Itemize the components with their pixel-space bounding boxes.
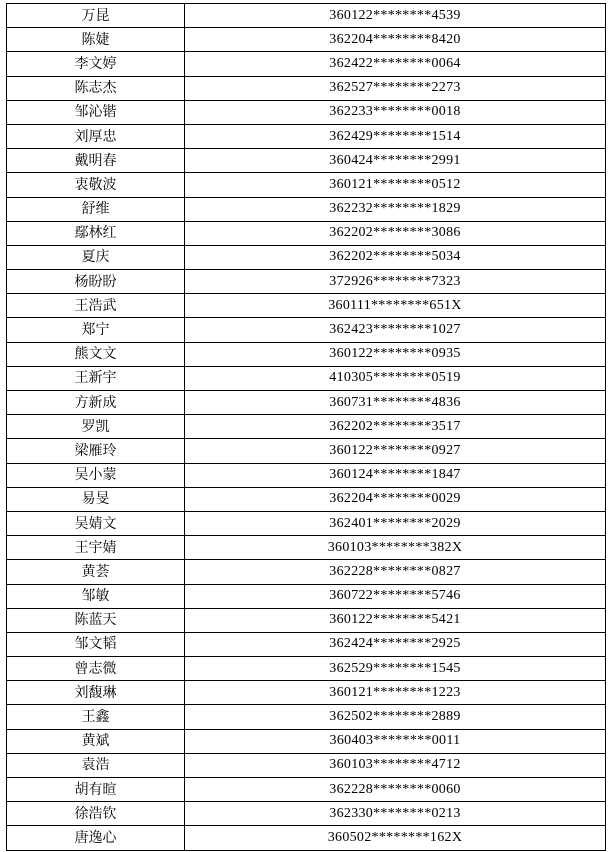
masked-id-number-cell: 372926********7323 — [185, 270, 606, 294]
person-name-cell: 邹文韬 — [7, 632, 185, 656]
masked-id-number-cell: 360121********1223 — [185, 681, 606, 705]
masked-id-number-cell: 360502********162X — [185, 826, 606, 850]
masked-id-number-cell: 362204********0029 — [185, 487, 606, 511]
person-name-cell: 曾志微 — [7, 657, 185, 681]
person-name-cell: 吴小蒙 — [7, 463, 185, 487]
table-row — [7, 415, 606, 439]
table-row — [7, 536, 606, 560]
masked-id-number-cell: 362424********2925 — [185, 632, 606, 656]
masked-id-number-cell: 362429********1514 — [185, 124, 606, 148]
person-name-cell: 袁浩 — [7, 753, 185, 777]
table-row — [7, 4, 606, 28]
masked-id-number-cell: 362527********2273 — [185, 76, 606, 100]
masked-id-number-cell: 362422********0064 — [185, 52, 606, 76]
person-name-cell: 吴婧文 — [7, 511, 185, 535]
table-row — [7, 681, 606, 705]
person-name-cell: 王鑫 — [7, 705, 185, 729]
person-name-cell: 衷敬波 — [7, 173, 185, 197]
table-row — [7, 52, 606, 76]
masked-id-number-cell: 362228********0060 — [185, 778, 606, 802]
person-name-cell: 鄢林红 — [7, 221, 185, 245]
table-row — [7, 657, 606, 681]
masked-id-number-cell: 362202********3086 — [185, 221, 606, 245]
masked-id-number-cell: 360122********4539 — [185, 4, 606, 28]
masked-id-number-cell: 360103********382X — [185, 536, 606, 560]
person-name-cell: 郑宁 — [7, 318, 185, 342]
table-row — [7, 270, 606, 294]
masked-id-number-cell: 360122********0927 — [185, 439, 606, 463]
table-row — [7, 124, 606, 148]
masked-id-number-cell: 362233********0018 — [185, 100, 606, 124]
table-row — [7, 221, 606, 245]
roster-table — [6, 3, 606, 851]
person-name-cell: 梁雁玲 — [7, 439, 185, 463]
table-row — [7, 197, 606, 221]
person-name-cell: 方新成 — [7, 391, 185, 415]
masked-id-number-cell: 360122********5421 — [185, 608, 606, 632]
table-row — [7, 753, 606, 777]
masked-id-number-cell: 410305********0519 — [185, 366, 606, 390]
table-row — [7, 487, 606, 511]
masked-id-number-cell: 360424********2991 — [185, 149, 606, 173]
masked-id-number-cell: 362232********1829 — [185, 197, 606, 221]
masked-id-number-cell: 362502********2889 — [185, 705, 606, 729]
table-row — [7, 439, 606, 463]
person-name-cell: 胡有暄 — [7, 778, 185, 802]
person-name-cell: 熊文文 — [7, 342, 185, 366]
person-name-cell: 王宇婧 — [7, 536, 185, 560]
table-row — [7, 294, 606, 318]
table-row — [7, 778, 606, 802]
table-row — [7, 391, 606, 415]
masked-id-number-cell: 360103********4712 — [185, 753, 606, 777]
person-name-cell: 黄斌 — [7, 729, 185, 753]
masked-id-number-cell: 360722********5746 — [185, 584, 606, 608]
person-name-cell: 杨盼盼 — [7, 270, 185, 294]
masked-id-number-cell: 362202********5034 — [185, 245, 606, 269]
person-name-cell: 戴明春 — [7, 149, 185, 173]
table-row — [7, 729, 606, 753]
masked-id-number-cell: 360403********0011 — [185, 729, 606, 753]
person-name-cell: 万昆 — [7, 4, 185, 28]
person-name-cell: 易旻 — [7, 487, 185, 511]
table-row — [7, 705, 606, 729]
table-row — [7, 100, 606, 124]
person-name-cell: 王新宇 — [7, 366, 185, 390]
table-row — [7, 608, 606, 632]
masked-id-number-cell: 362423********1027 — [185, 318, 606, 342]
table-row — [7, 342, 606, 366]
masked-id-number-cell: 362202********3517 — [185, 415, 606, 439]
table-row — [7, 802, 606, 826]
masked-id-number-cell: 360731********4836 — [185, 391, 606, 415]
table-row — [7, 463, 606, 487]
table-row — [7, 173, 606, 197]
masked-id-number-cell: 360122********0935 — [185, 342, 606, 366]
person-name-cell: 王浩武 — [7, 294, 185, 318]
table-row — [7, 149, 606, 173]
table-row — [7, 560, 606, 584]
table-row — [7, 826, 606, 850]
person-name-cell: 刘馥琳 — [7, 681, 185, 705]
masked-id-number-cell: 362529********1545 — [185, 657, 606, 681]
person-name-cell: 刘厚忠 — [7, 124, 185, 148]
masked-id-number-cell: 362204********8420 — [185, 28, 606, 52]
person-name-cell: 邹敏 — [7, 584, 185, 608]
person-name-cell: 徐浩钦 — [7, 802, 185, 826]
person-name-cell: 舒维 — [7, 197, 185, 221]
table-row — [7, 318, 606, 342]
person-name-cell: 李文婷 — [7, 52, 185, 76]
table-row — [7, 76, 606, 100]
masked-id-number-cell: 360111********651X — [185, 294, 606, 318]
masked-id-number-cell: 362401********2029 — [185, 511, 606, 535]
person-name-cell: 罗凯 — [7, 415, 185, 439]
table-row — [7, 245, 606, 269]
masked-id-number-cell: 360124********1847 — [185, 463, 606, 487]
table-row — [7, 584, 606, 608]
masked-id-number-cell: 362330********0213 — [185, 802, 606, 826]
table-row — [7, 28, 606, 52]
table-row — [7, 366, 606, 390]
table-row — [7, 511, 606, 535]
person-name-cell: 陈蓝天 — [7, 608, 185, 632]
masked-id-number-cell: 360121********0512 — [185, 173, 606, 197]
person-name-cell: 陈志杰 — [7, 76, 185, 100]
person-name-cell: 邹沁锴 — [7, 100, 185, 124]
table-row — [7, 632, 606, 656]
roster-table-body — [7, 4, 606, 851]
person-name-cell: 唐逸心 — [7, 826, 185, 850]
person-name-cell: 夏庆 — [7, 245, 185, 269]
person-name-cell: 陈婕 — [7, 28, 185, 52]
person-name-cell: 黄荟 — [7, 560, 185, 584]
masked-id-number-cell: 362228********0827 — [185, 560, 606, 584]
